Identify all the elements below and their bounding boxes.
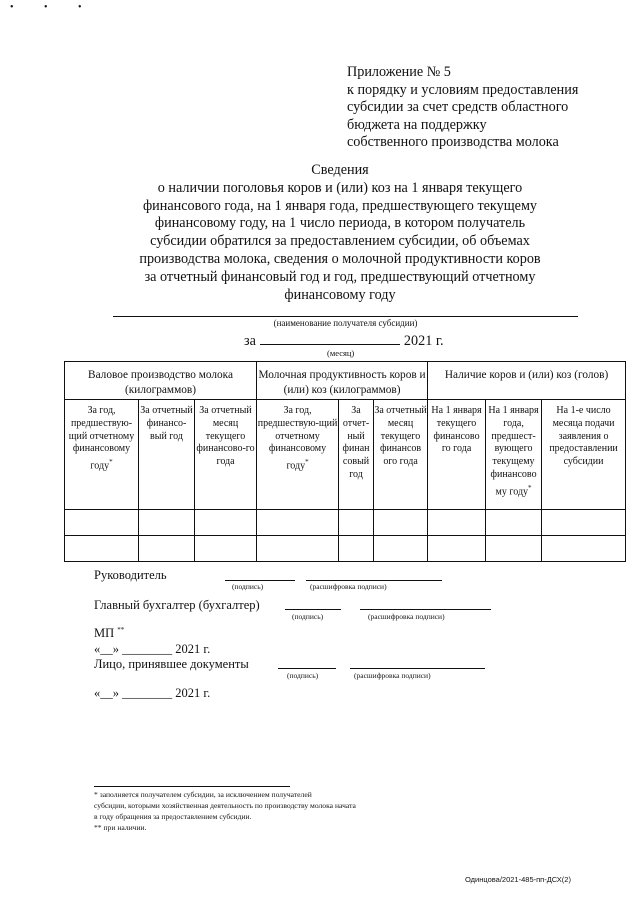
col-header: За год, предшествую-щий отчетному финансовому году* <box>65 400 139 510</box>
table-cell[interactable] <box>428 510 486 536</box>
acceptor-label: Лицо, принявшее документы <box>94 657 249 671</box>
decode-caption: (расшифровка подписи) <box>310 582 387 591</box>
col-header: На 1 января года, предшест-вующего текущему финансово му году* <box>486 400 542 510</box>
group-header-productivity: Молочная продуктивность коров и (или) коз (килограммов) <box>257 362 428 400</box>
table-cell[interactable] <box>542 510 626 536</box>
decode-caption: (расшифровка подписи) <box>354 671 431 680</box>
signature-caption: (подпись) <box>292 612 324 621</box>
footnote-line: субсидии, которыми хозяйственная деятельность по производству молока начата <box>94 801 356 810</box>
signature-caption: (подпись) <box>287 671 319 680</box>
table-cell[interactable] <box>257 536 339 562</box>
table-row <box>65 536 626 562</box>
head-signature-line[interactable] <box>225 580 295 581</box>
appendix-line: субсидии за счет средств областного <box>347 99 569 116</box>
title-line: субсидии обратился за предоставлением субсидии, об объемах <box>150 233 530 250</box>
acceptor-decode-line[interactable] <box>350 668 485 669</box>
appendix-line: собственного производства молока <box>347 134 559 151</box>
footnotes <box>94 789 356 833</box>
table-cell[interactable] <box>139 510 195 536</box>
table-cell[interactable] <box>339 536 374 562</box>
table-cell[interactable] <box>542 536 626 562</box>
footnote-line: ** при наличии. <box>94 823 147 832</box>
head-label: Руководитель <box>94 568 167 582</box>
scan-marks: • • • <box>10 2 96 13</box>
period-row <box>244 330 444 350</box>
col-header: За год, предшествую-щий отчетному финансовому году* <box>257 400 339 510</box>
col-header: На 1 января текущего финансово го года <box>428 400 486 510</box>
data-table <box>64 361 626 562</box>
col-header: За отчетный финансо-вый год <box>139 400 195 510</box>
chief-accountant-decode-line[interactable] <box>360 609 491 610</box>
table-cell[interactable] <box>374 510 428 536</box>
table-cell[interactable] <box>65 536 139 562</box>
col-header: На 1-е число месяца подачи заявления о предоставлении субсидии <box>542 400 626 510</box>
acceptor-signature-line[interactable] <box>278 668 336 669</box>
appendix-header <box>347 64 578 152</box>
title-line: за отчетный финансовый год и год, предшествующий отчетному <box>144 268 536 285</box>
table-cell[interactable] <box>428 536 486 562</box>
table-cell[interactable] <box>374 536 428 562</box>
group-header-livestock: Наличие коров и (или) коз (голов) <box>428 362 626 400</box>
title-line: финансовому году <box>284 286 396 303</box>
table-cell[interactable] <box>195 510 257 536</box>
decode-caption: (расшифровка подписи) <box>368 612 445 621</box>
chief-accountant-signature-line[interactable] <box>285 609 341 610</box>
seal-footnote-mark: ** <box>117 626 125 634</box>
table-cell[interactable] <box>486 536 542 562</box>
chief-accountant-label: Главный бухгалтер (бухгалтер) <box>94 598 260 612</box>
title-line: финансовому году, на 1 число периода, в котором получатель <box>154 215 526 232</box>
document-title <box>100 162 580 304</box>
footnote-separator <box>94 786 290 787</box>
appendix-line: бюджета на поддержку <box>347 116 487 133</box>
period-year: 2021 г. <box>403 333 444 349</box>
title-heading: Сведения <box>311 162 369 178</box>
title-line: о наличии поголовья коров и (или) коз на 1 января текущего <box>157 179 523 196</box>
col-header: За отчет-ный финан совый год <box>339 400 374 510</box>
footnote-line: в году обращения за предоставлением субсидии. <box>94 812 252 821</box>
head-decode-line[interactable] <box>306 580 442 581</box>
title-line: производства молока, сведения о молочной продуктивности коров <box>139 250 541 267</box>
month-blank[interactable] <box>260 330 400 345</box>
table-cell[interactable] <box>257 510 339 536</box>
col-header: За отчетный месяц текущего финансов ого года <box>374 400 428 510</box>
recipient-name-caption: (наименование получателя субсидии) <box>273 318 418 328</box>
table-cell[interactable] <box>195 536 257 562</box>
table-cell[interactable] <box>339 510 374 536</box>
group-header-milk-production: Валовое производство молока (килограммов) <box>65 362 257 400</box>
table-cell[interactable] <box>65 510 139 536</box>
recipient-name-line[interactable] <box>113 316 578 317</box>
seal-label: МП ** <box>94 626 125 641</box>
table-cell[interactable] <box>139 536 195 562</box>
title-line: финансового года, на 1 января года, предшествующего текущему <box>142 197 538 214</box>
signature-caption: (подпись) <box>232 582 264 591</box>
col-header: За отчетный месяц текущего финансово-го года <box>195 400 257 510</box>
appendix-line: Приложение № 5 <box>347 64 451 80</box>
period-prefix: за <box>244 333 256 349</box>
appendix-line: к порядку и условиям предоставления <box>347 81 579 98</box>
table-row <box>65 510 626 536</box>
month-caption: (месяц) <box>327 348 355 358</box>
table-cell[interactable] <box>486 510 542 536</box>
date-field[interactable]: «__» ________ 2021 г. <box>94 642 211 656</box>
footnote-line: * заполняется получателем субсидии, за исключением получателей <box>94 790 312 799</box>
document-reference: Одинцова/2021-485-пп-ДСХ(2) <box>465 875 571 884</box>
date-field[interactable]: «__» ________ 2021 г. <box>94 686 211 700</box>
